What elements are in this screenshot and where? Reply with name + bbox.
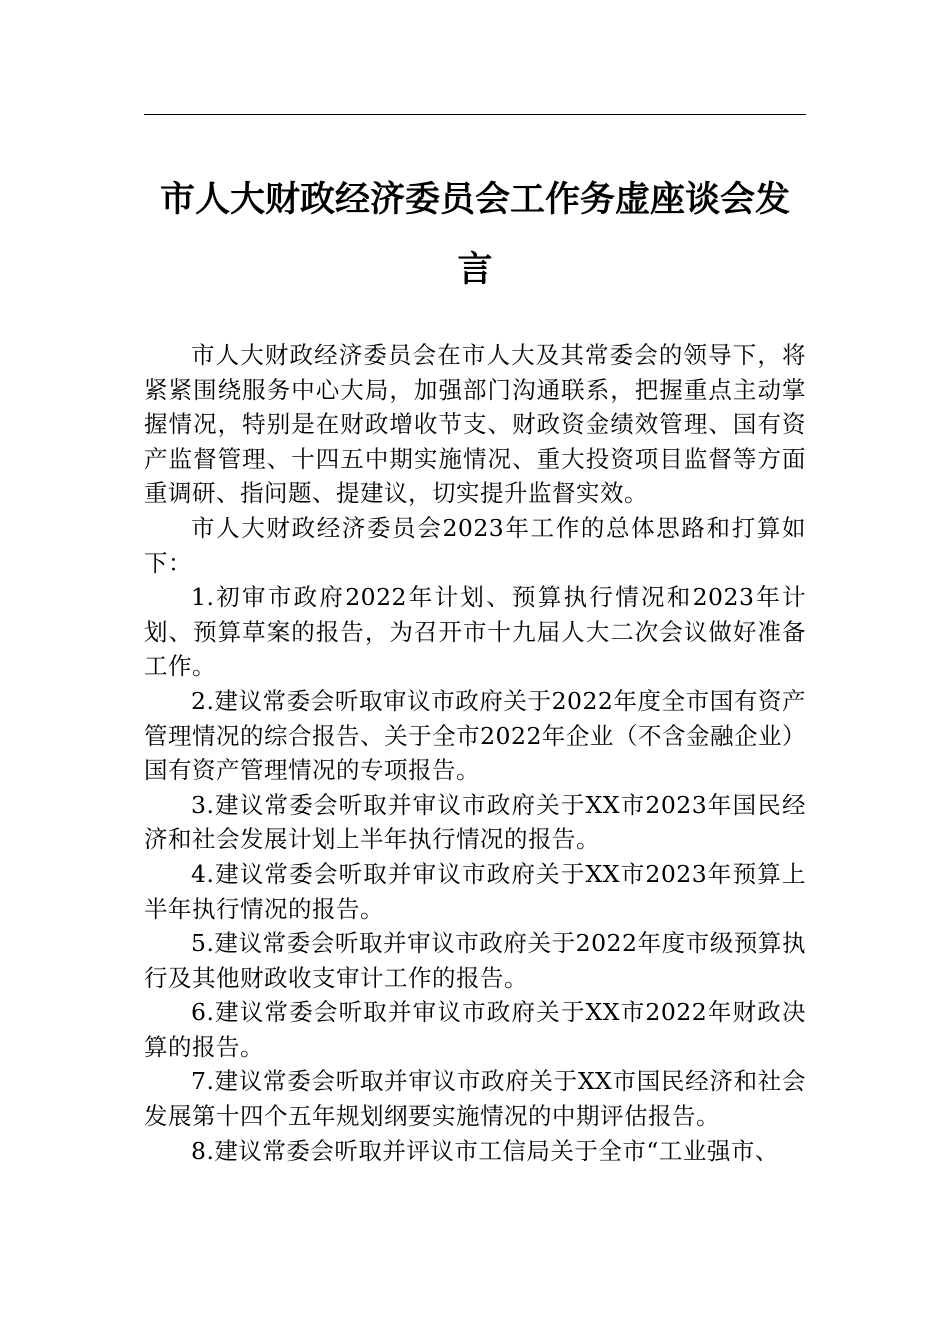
list-item-5: 5.建议常委会听取并审议市政府关于2022年度市级预算执行及其他财政收支审计工作的报告。 [144, 929, 806, 992]
paragraph-intro: 市人大财政经济委员会在市人大及其常委会的领导下，将紧紧围绕服务中心大局，加强部门沟通联系，把握重点主动掌握情况，特别是在财政增收节支、财政资金绩效管理、国有资产监督管理、十四五中期实施情况、重大投资项目监督等方面重调研、指问题、提建议，切实提升监督实效。 [144, 341, 806, 508]
list-item-1: 1.初审市政府2022年计划、预算执行情况和2023年计划、预算草案的报告，为召开市十九届人大二次会议做好准备工作。 [144, 583, 806, 681]
document-title: 市人大财政经济委员会工作务虚座谈会发言 [159, 179, 790, 290]
list-item-3: 3.建议常委会听取并审议市政府关于XX市2023年国民经济和社会发展计划上半年执行情况的报告。 [144, 790, 806, 854]
list-item-4: 4.建议常委会听取并审议市政府关于XX市2023年预算上半年执行情况的报告。 [144, 859, 806, 923]
list-item-2: 2.建议常委会听取审议市政府关于2022年度全市国有资产管理情况的综合报告、关于全市2022年企业（不含金融企业）国有资产管理情况的专项报告。 [144, 686, 806, 785]
list-item-8: 8.建议常委会听取并评议市工信局关于全市“工业强市、 [191, 1136, 779, 1165]
document-body [144, 338, 806, 1168]
list-item-7: 7.建议常委会听取并审议市政府关于XX市国民经济和社会发展第十四个五年规划纲要实施情况的中期评估报告。 [144, 1067, 806, 1131]
paragraph-plan-lead: 市人大财政经济委员会2023年工作的总体思路和打算如下： [144, 513, 806, 577]
header-rule [144, 114, 806, 115]
list-item-6: 6.建议常委会听取并审议市政府关于XX市2022年财政决算的报告。 [144, 998, 806, 1061]
